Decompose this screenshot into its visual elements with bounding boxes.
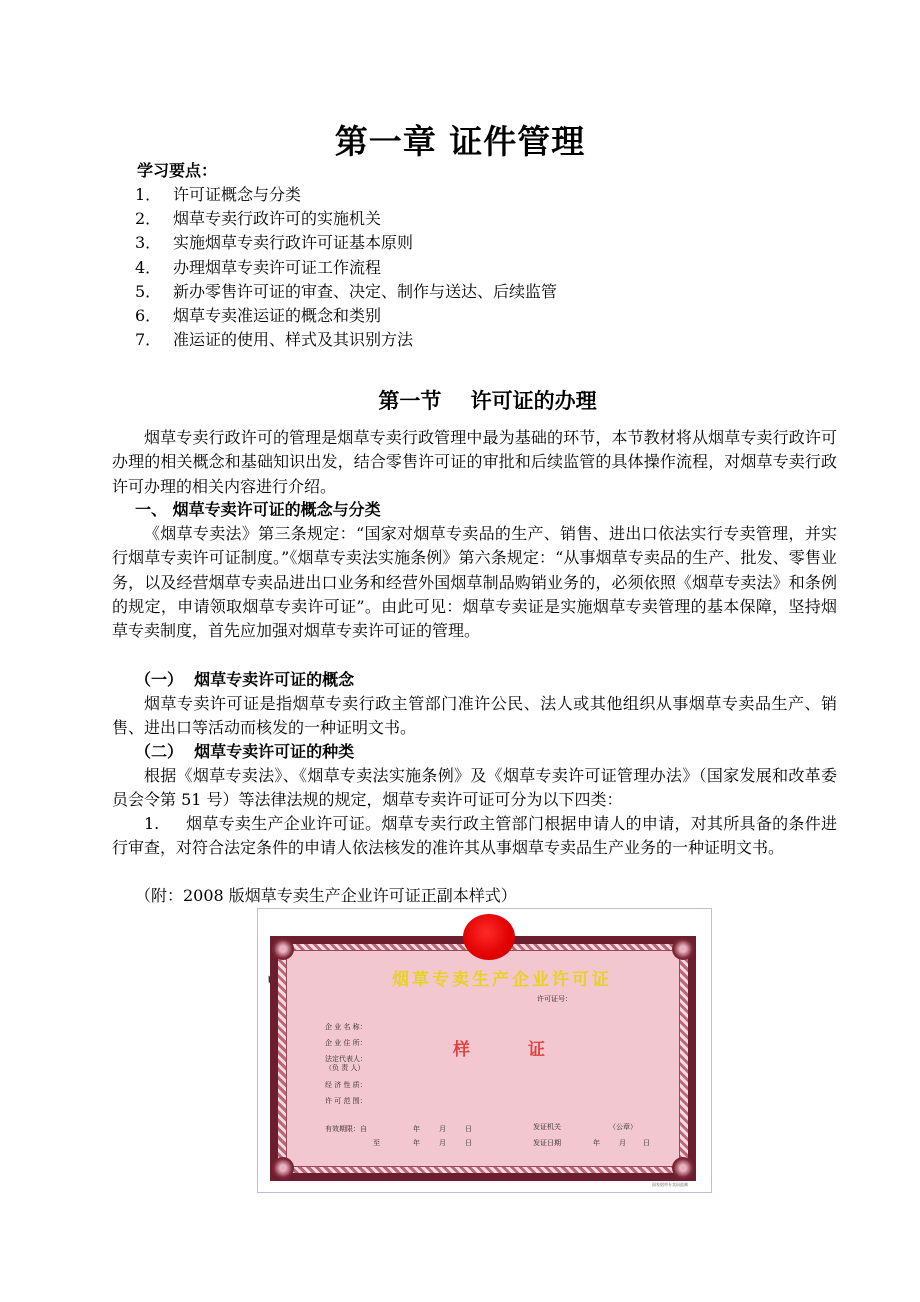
field-economic-nature: 经 济 性 质： (325, 1081, 367, 1089)
field-company-address: 企 业 住 所： (325, 1039, 367, 1047)
paragraph-production-license: 1. 烟草专卖生产企业许可证。烟草专卖行政主管部门根据申请人的申请，对其所具备的条件进行审查，对符合法定条件的申请人依法核发的准许其从事烟草专卖品生产业务的一种证明文书。 (112, 814, 837, 858)
validity-to-month: 月 (439, 1139, 446, 1147)
corner-ornament-icon (272, 1157, 294, 1179)
sample-stamp-text: 样证 (453, 1040, 603, 1060)
paragraph-legal-basis: 《烟草专卖法》第三条规定：“国家对烟草专卖品的生产、销售、进出口依法实行专卖管理，并实行烟草专卖许可证制度。”《烟草专卖法实施条例》第六条规定：“从事烟草专卖品的生产、批发、零售业务，以及经营烟草专卖品进出口业务和经营外国烟草制品购销业务的，必须依照《烟草专卖法》和条例的规定，申请领取烟草专卖许可证”。由此可见：烟草专卖证是实施烟草专卖管理的基本保障，坚持烟草专卖制度，首先应加强对烟草专卖许可证的管理。 (112, 524, 837, 641)
validity-to-label: 至 (373, 1139, 380, 1147)
issuer-label: 发证机关 (533, 1123, 561, 1131)
certificate-footer-note: 国家烟草专卖局监制 (652, 1182, 688, 1187)
validity-to-year: 年 (413, 1139, 420, 1147)
list-item (135, 256, 381, 280)
list-item-text: 新办零售许可证的审查、决定、制作与送达、后续监管 (173, 282, 558, 301)
field-legal-rep: 法定代表人： (325, 1055, 367, 1063)
list-item-number: 5． (135, 282, 162, 301)
list-item (135, 328, 413, 352)
chapter-title: 第一章 证件管理 (334, 122, 586, 161)
license-number-label: 许可证号： (537, 995, 572, 1003)
list-item (135, 207, 381, 231)
section-title: 第一节 许可证的办理 (378, 389, 597, 413)
heading-concept-classification: 一、 烟草专卖许可证的概念与分类 (135, 500, 381, 519)
list-item-number: 2． (135, 209, 162, 228)
field-license-scope: 许 可 范 围： (325, 1097, 367, 1105)
corner-ornament-icon (272, 938, 294, 960)
paragraph-concept: 烟草专卖许可证是指烟草专卖行政主管部门准许公民、法人或其他组织从事烟草专卖品生产、销售、进出口等活动而核发的一种证明文书。 (112, 694, 837, 738)
corner-ornament-icon (672, 1157, 694, 1179)
field-responsible-person: （负 责 人） (325, 1064, 365, 1072)
list-item-number: 6． (135, 306, 162, 325)
list-item-text: 办理烟草专卖许可证工作流程 (173, 258, 382, 277)
issue-date-label: 发证日期 (533, 1139, 561, 1147)
issue-day: 日 (643, 1139, 650, 1147)
validity-to-day: 日 (465, 1139, 472, 1147)
license-certificate-sample (270, 936, 696, 1181)
validity-year: 年 (413, 1125, 420, 1133)
validity-day: 日 (465, 1125, 472, 1133)
list-item-text: 许可证概念与分类 (173, 185, 302, 204)
list-item-text: 烟草专卖行政许可的实施机关 (173, 209, 382, 228)
list-item-number: 3． (135, 233, 162, 252)
issue-month: 月 (619, 1139, 626, 1147)
subheading-concept: （一） 烟草专卖许可证的概念 (135, 670, 355, 689)
paragraph-types: 根据《烟草专卖法》、《烟草专卖法实施条例》及《烟草专卖许可证管理办法》（国家发展和改革委员会令第 51 号）等法律法规的规定，烟草专卖许可证可分为以下四类： (112, 766, 837, 810)
list-item-text: 烟草专卖准运证的概念和类别 (173, 306, 382, 325)
list-item-number: 7． (135, 330, 162, 349)
official-seal-note: （公章） (609, 1123, 637, 1131)
list-item (135, 231, 413, 255)
certificate-title: 烟草专卖生产企业许可证 (392, 970, 612, 990)
validity-label: 有效期限：自 (325, 1125, 367, 1133)
list-item-text: 准运证的使用、样式及其识别方法 (173, 330, 414, 349)
list-item-number: 4． (135, 258, 162, 277)
red-seal-icon (463, 914, 515, 960)
validity-month: 月 (439, 1125, 446, 1133)
attachment-note: （附：2008 版烟草专卖生产企业许可证正副本样式） (135, 886, 517, 905)
field-company-name: 企 业 名 称： (325, 1023, 367, 1031)
issue-year: 年 (593, 1139, 600, 1147)
certificate-body (286, 950, 680, 1167)
list-item-number: 1． (135, 185, 162, 204)
list-item (135, 304, 381, 328)
key-points-heading: 学习要点： (137, 161, 218, 180)
list-item (135, 183, 301, 207)
list-item-text: 实施烟草专卖行政许可证基本原则 (173, 233, 414, 252)
corner-ornament-icon (672, 938, 694, 960)
intro-paragraph: 烟草专卖行政许可的管理是烟草专卖行政管理中最为基础的环节，本节教材将从烟草专卖行政许可办理的相关概念和基础知识出发，结合零售许可证的审批和后续监管的具体操作流程，对烟草专卖行政许可办理的相关内容进行介绍。 (112, 428, 837, 496)
subheading-types: （二） 烟草专卖许可证的种类 (135, 742, 355, 761)
list-item (135, 280, 557, 304)
